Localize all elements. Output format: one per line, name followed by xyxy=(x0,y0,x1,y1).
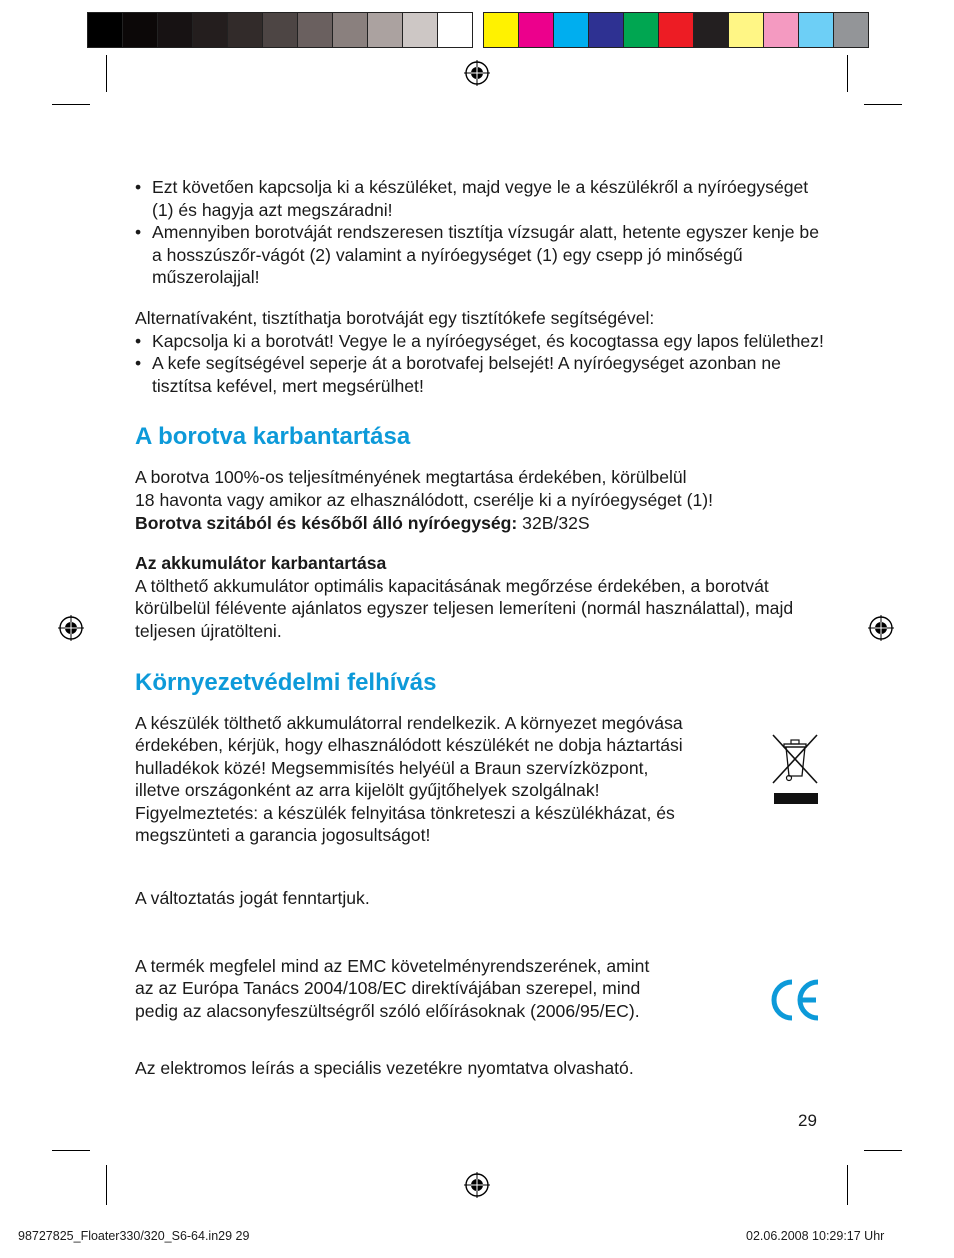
registration-mark-icon xyxy=(58,615,84,641)
registration-mark-icon xyxy=(464,1172,490,1198)
part-label: Borotva szitából és későből álló nyíróegység: xyxy=(135,512,518,533)
environment-line: illetve országonként az arra kijelölt gyűjtőhelyek szolgálnak! xyxy=(135,780,600,801)
color-swatch xyxy=(333,12,368,48)
crop-mark xyxy=(864,104,902,105)
color-swatch xyxy=(483,12,519,48)
list-item: • Ezt követően kapcsolja ki a készüléket, majd vegye le a készülékről a nyíróegységet (1) és hagyja azt megszáradni! xyxy=(135,176,825,221)
color-swatch xyxy=(729,12,764,48)
part-value: 32B/32S xyxy=(517,512,590,533)
color-swatch xyxy=(589,12,624,48)
color-swatch xyxy=(659,12,694,48)
conformity-line: A termék megfelel mind az EMC követelményrendszerének, amint xyxy=(135,955,650,976)
crop-mark xyxy=(864,1150,902,1151)
color-swatch xyxy=(228,12,263,48)
environment-line: érdekében, kérjük, hogy elhasználódott készülékét ne dobja háztartási xyxy=(135,735,683,756)
environment-heading: Környezetvédelmi felhívás xyxy=(135,668,437,696)
environment-line: Figyelmeztetés: a készülék felnyitása tönkreteszi a készülékházat, és xyxy=(135,802,675,823)
battery-text: A tölthető akkumulátor optimális kapacitásának megőrzése érdekében, a borotvát körülbelül félévente ajánlatos egyszer teljesen lemeríteni (normál használattal), majd teljesen újratölteni. xyxy=(135,575,794,641)
color-swatch xyxy=(298,12,333,48)
brush-bullets xyxy=(135,330,825,398)
electrical-note: Az elektromos leírás a speciális vezetékre nyomtatva olvasható. xyxy=(135,1058,634,1079)
ce-mark-icon xyxy=(770,978,822,1022)
color-swatch xyxy=(834,12,869,48)
color-swatch xyxy=(87,12,123,48)
conformity-line: az az Európa Tanács 2004/108/EC direktívájában szerepel, mind xyxy=(135,978,641,999)
page-number: 29 xyxy=(798,1111,817,1130)
environment-line: megszünteti a garancia jogosultságot! xyxy=(135,825,431,846)
file-slug: 98727825_Floater330/320_S6-64.in29 29 xyxy=(18,1229,250,1243)
environment-text xyxy=(135,712,825,848)
list-item: • A kefe segítségével seperje át a borotvafej belsejét! A nyíróegységet azonban ne tisztítsa kefével, mert megsérülhet! xyxy=(135,352,825,397)
color-swatch xyxy=(158,12,193,48)
maintenance-line-2: 18 havonta vagy amikor az elhasználódott, cserélje ki a nyíróegységet (1)! xyxy=(135,489,713,510)
color-swatch xyxy=(799,12,834,48)
conformity-line: pedig az alacsonyfeszültségről szóló előírásoknak (2006/95/EC). xyxy=(135,1000,640,1021)
crop-mark xyxy=(106,55,107,92)
date-slug: 02.06.2008 10:29:17 Uhr xyxy=(746,1229,885,1243)
crop-mark xyxy=(106,1165,107,1205)
rights-reserved: A változtatás jogát fenntartjuk. xyxy=(135,888,370,909)
crop-mark xyxy=(847,1165,848,1205)
crossed-out-bin-icon xyxy=(770,733,820,805)
color-swatch xyxy=(403,12,438,48)
registration-mark-icon xyxy=(868,615,894,641)
maintenance-heading: A borotva karbantartása xyxy=(135,423,411,451)
registration-mark-icon xyxy=(464,60,490,86)
replacement-part xyxy=(135,512,825,535)
crop-mark xyxy=(52,1150,90,1151)
cleaning-bullets xyxy=(135,176,825,289)
process-color-bar xyxy=(483,12,869,48)
color-swatch xyxy=(764,12,799,48)
color-swatch xyxy=(193,12,228,48)
color-swatch xyxy=(519,12,554,48)
color-swatch xyxy=(438,12,473,48)
environment-line: A készülék tölthető akkumulátorral rendelkezik. A környezet megóvása xyxy=(135,712,683,733)
color-swatch xyxy=(624,12,659,48)
crop-mark xyxy=(52,104,90,105)
conformity-text xyxy=(135,955,825,1023)
color-swatch xyxy=(694,12,729,48)
color-swatch xyxy=(123,12,158,48)
color-swatch xyxy=(368,12,403,48)
maintenance-line-1: A borotva 100%-os teljesítményének megtartása érdekében, körülbelül xyxy=(135,467,687,488)
grayscale-color-bar xyxy=(87,12,473,48)
battery-heading: Az akkumulátor karbantartása xyxy=(135,553,387,574)
list-item: • Kapcsolja ki a borotvát! Vegye le a nyíróegységet, és kocogtassa egy lapos felülethez! xyxy=(135,330,825,353)
environment-line: hulladékok közé! Megsemmisítés helyéül a Braun szervízközpont, xyxy=(135,757,649,778)
color-swatch xyxy=(263,12,298,48)
color-swatch xyxy=(554,12,589,48)
list-item: • Amennyiben borotváját rendszeresen tisztítja vízsugár alatt, hetente egyszer kenje be a hosszúszőr-vágót (2) valamint a nyíróegységet (1) egy csepp jó minőségű műszerolajjal! xyxy=(135,221,825,289)
crop-mark xyxy=(847,55,848,92)
page-content xyxy=(135,176,825,1080)
alternative-intro: Alternatívaként, tisztíthatja borotváját egy tisztítókefe segítségével: xyxy=(135,307,655,328)
